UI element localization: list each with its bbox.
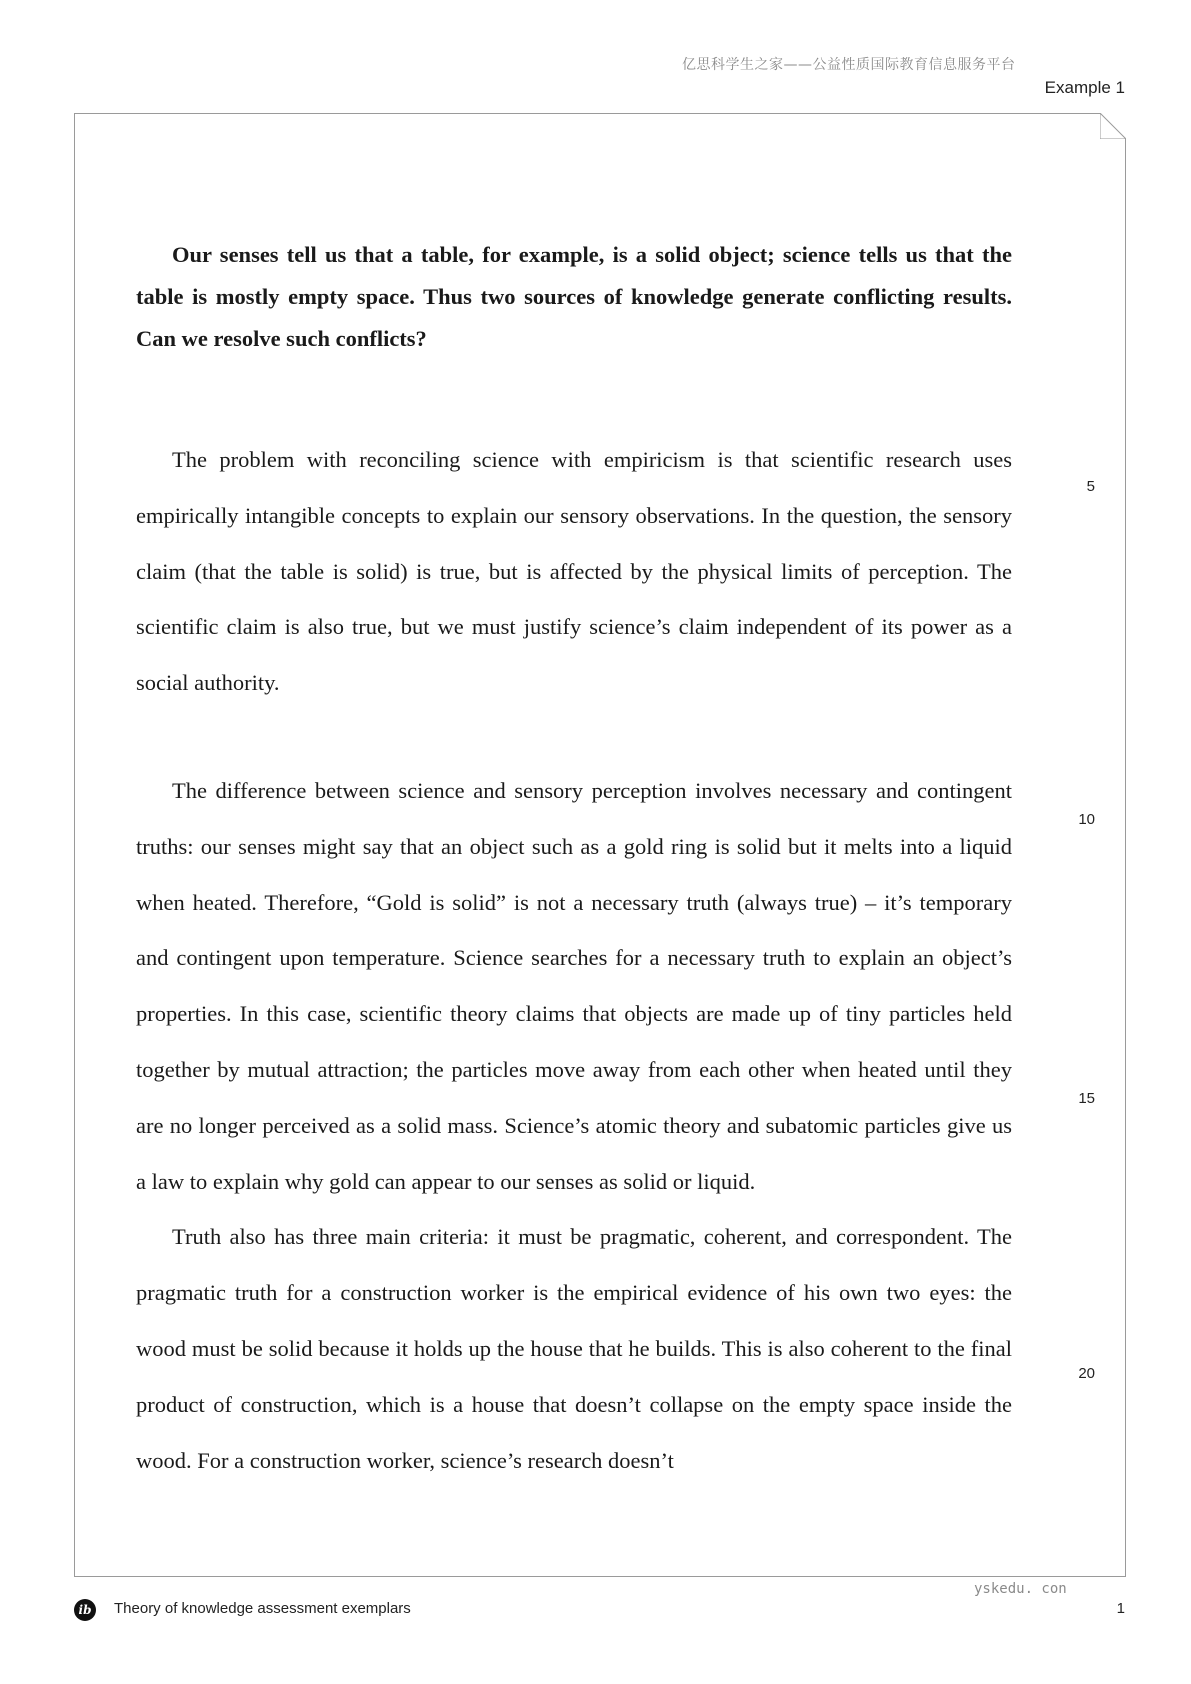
line-number-20: 20 — [1078, 1365, 1095, 1382]
line-number-10: 10 — [1078, 811, 1095, 828]
essay-paragraph-2: The difference between science and sensory perception involves necessary and contingent truths: our senses might say that an object such as a gold ring is solid but it melts into a liquid when heated. Therefore, “Gold is solid” is not a necessary truth (always true) – it’s temporary and contingent upon temperature. Science searches for a necessary truth to explain an object’s properties. In this case, scientific theory claims that objects are made up of tiny particles held together by mutual attraction; the particles move away from each other when heated until they are no longer perceived as a solid mass. Science’s atomic theory and subatomic particles give us a law to explain why gold can appear to our senses as solid or liquid. — [136, 777, 1012, 1194]
line-number-15: 15 — [1078, 1090, 1095, 1107]
header-watermark: 亿思科学生之家——公益性质国际教育信息服务平台 — [682, 57, 1016, 73]
essay-paragraph-3: Truth also has three main criteria: it must be pragmatic, coherent, and correspondent. The pragmatic truth for a construction worker is the empirical evidence of his own two eyes: the wood must be solid because it holds up the house that he builds. This is also coherent to the final product of construction, which is a house that doesn’t collapse on the empty space inside the wood. For a construction worker, science’s research doesn’t — [136, 1224, 1012, 1473]
footer-title: Theory of knowledge assessment exemplars — [114, 1600, 411, 1617]
essay-paragraph-1: The problem with reconciling science with empiricism is that scientific research uses empirically intangible concepts to explain our sensory observations. In the question, the sensory claim (that the table is solid) is true, but is affected by the physical limits of perception. The scientific claim is also true, but we must justify science’s claim independent of its power as a social authority. — [136, 447, 1012, 696]
essay-content — [136, 234, 1012, 1488]
ib-logo-icon: ib — [74, 1599, 96, 1621]
prescribed-title: Our senses tell us that a table, for example, is a solid object; science tells us that the table is mostly empty space. Thus two sources of knowledge generate conflicting results. Can we resolve such conflicts? — [136, 242, 1012, 351]
footer-watermark: yskedu. con — [974, 1581, 1067, 1597]
page-number: 1 — [1116, 1600, 1125, 1617]
example-label: Example 1 — [1044, 78, 1125, 97]
line-number-5: 5 — [1086, 478, 1095, 495]
corner-fold-icon — [1100, 113, 1126, 139]
